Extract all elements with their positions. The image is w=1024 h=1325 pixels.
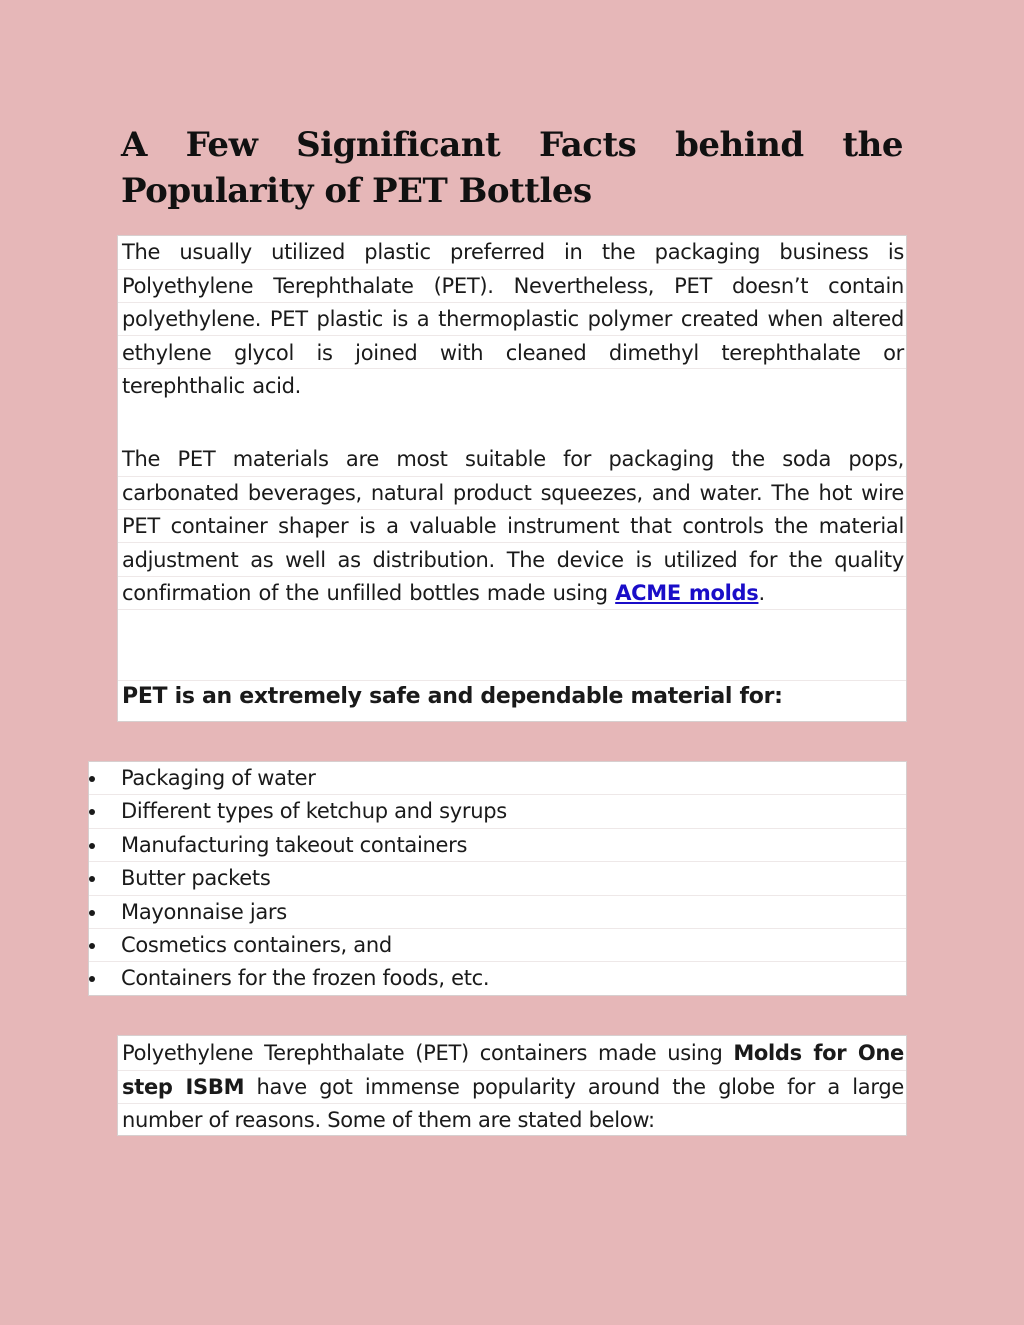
uses-subheading: PET is an extremely safe and dependable material for:	[122, 684, 783, 709]
title-word: A	[121, 125, 147, 165]
title-word: the	[842, 125, 903, 165]
list-item-text: Packaging of water	[121, 766, 316, 790]
intro-section	[117, 235, 907, 722]
list-item	[89, 896, 906, 929]
paragraph-text: .	[758, 581, 765, 605]
title-word: behind	[675, 125, 804, 165]
molds-isbm-emphasis: Molds for One step ISBM	[122, 1041, 904, 1099]
list-item-text: Cosmetics containers, and	[121, 932, 392, 957]
list-item	[89, 795, 906, 828]
uses-list	[89, 762, 906, 996]
title-word: Significant	[296, 125, 501, 165]
intro-paragraph-1: The usually utilized plastic preferred in the packaging business is Polyethylene Terephthalate (PET). Nevertheless, PET doesn’t contain polyethylene. PET plastic is a thermoplastic polymer created when altered ethylene glycol is joined with cleaned dimethyl terephthalate or terephthalic acid.	[122, 240, 904, 398]
page-title	[121, 122, 903, 214]
bullet-icon	[89, 910, 95, 916]
acme-molds-link[interactable]: ACME molds	[615, 581, 759, 605]
uses-list-section	[88, 761, 907, 996]
list-item-text: Butter packets	[121, 866, 271, 891]
list-item-text: Different types of ketchup and syrups	[121, 799, 507, 824]
paragraph-text: The PET materials are most suitable for packaging the soda pops, carbonated beverages, natural product squeezes, and water. The hot wire PET container shaper is a valuable instrument that controls the material adjustment as well as distribution. The device is utilized for the quality confirmation of the unfilled bottles made using	[122, 447, 904, 605]
bullet-icon	[89, 976, 95, 982]
title-word: Few	[185, 125, 258, 165]
intro-paragraph-2	[122, 443, 904, 611]
list-item	[89, 829, 906, 862]
list-item	[89, 962, 906, 995]
bullet-icon	[89, 943, 95, 949]
title-word: Facts	[538, 125, 637, 165]
closing-paragraph	[122, 1037, 904, 1138]
list-item-text: Manufacturing takeout containers	[121, 832, 468, 857]
bullet-icon	[89, 843, 95, 849]
title-line-2: Popularity of PET Bottles	[121, 171, 592, 211]
list-item	[89, 762, 906, 795]
list-item-text: Mayonnaise jars	[121, 899, 287, 924]
text-rule	[118, 680, 906, 681]
title-line-1	[121, 122, 903, 168]
list-item-text: Containers for the frozen foods, etc.	[121, 966, 490, 991]
list-item	[89, 862, 906, 895]
paragraph-text: have got immense popularity around the globe for a large number of reasons. Some of them are stated below:	[122, 1074, 904, 1132]
bullet-icon	[89, 876, 95, 882]
list-item	[89, 929, 906, 962]
bullet-icon	[89, 809, 95, 815]
closing-section	[117, 1035, 907, 1136]
bullet-icon	[89, 776, 95, 782]
paragraph-text: Polyethylene Terephthalate (PET) containers made using	[122, 1041, 734, 1065]
